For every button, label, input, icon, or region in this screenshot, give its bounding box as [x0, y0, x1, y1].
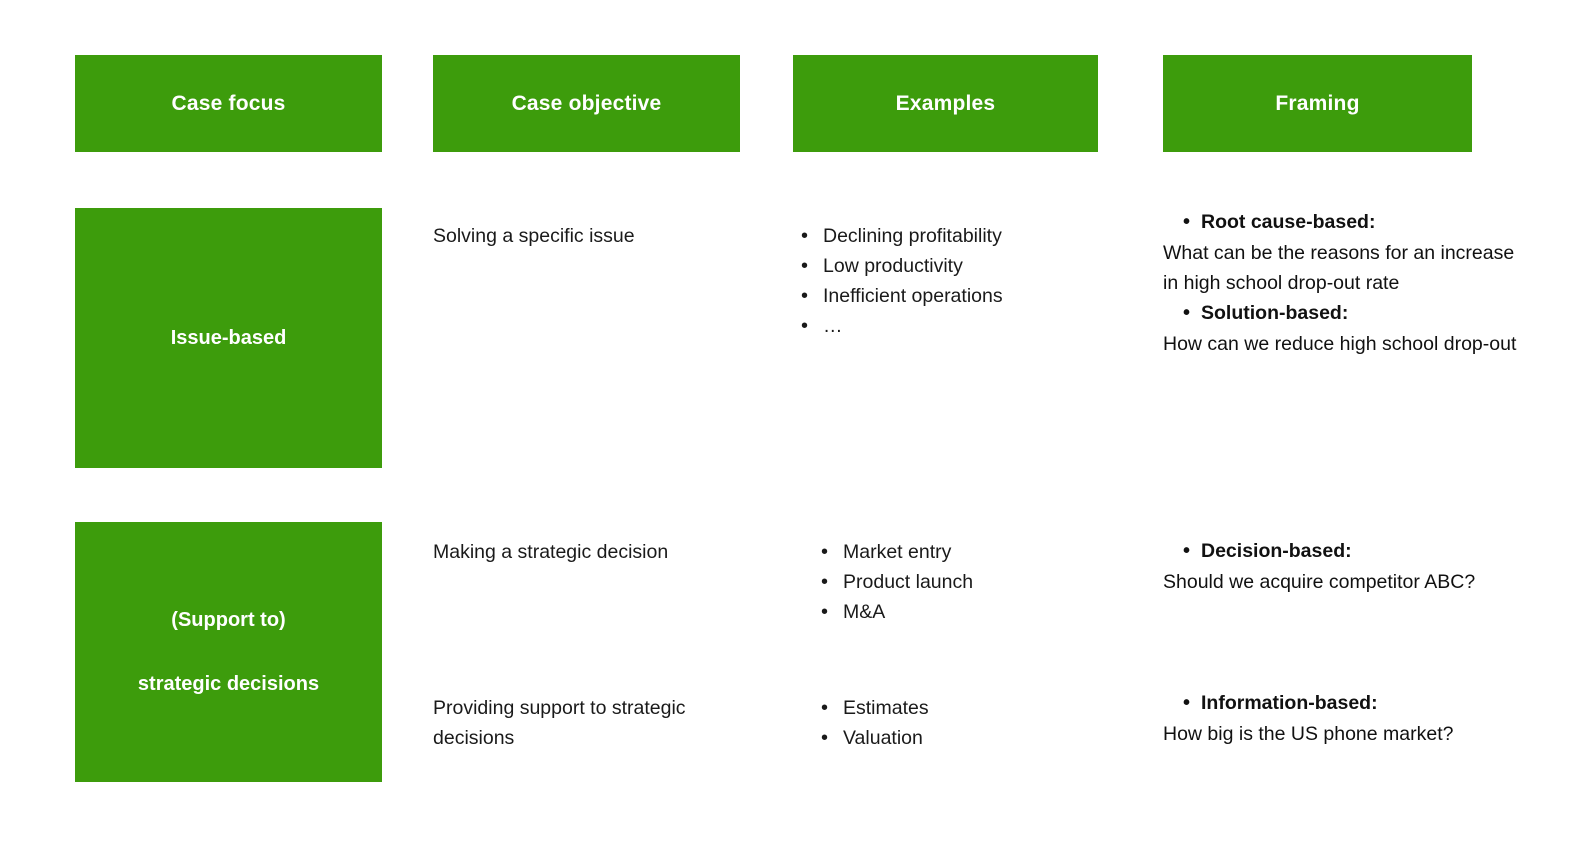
framing-heading-root-cause: • Root cause-based: [1163, 207, 1523, 238]
header-label: Framing [1275, 91, 1360, 115]
framing-body-root-cause: What can be the reasons for an increase in high school drop-out rate [1163, 242, 1515, 294]
objective-text: Providing support to strategic decisions [433, 697, 686, 749]
framing-heading-solution: • Solution-based: [1163, 298, 1523, 329]
objective-cell-issue-based [433, 221, 733, 251]
list-item: • Product launch [839, 567, 1123, 597]
header-cell-case-objective [433, 55, 740, 152]
framing-cell-strategic-decision [1163, 536, 1523, 597]
list-item: • … [819, 311, 1123, 341]
focus-label: Issue-based [170, 327, 287, 349]
focus-block-strategic-decisions [75, 522, 382, 782]
objective-text: Solving a specific issue [433, 225, 635, 247]
list-item: • Valuation [839, 723, 1123, 753]
list-item: • Inefficient operations [819, 281, 1123, 311]
header-label: Case focus [171, 91, 286, 115]
focus-block-issue-based [75, 208, 382, 468]
list-item: • Market entry [839, 537, 1123, 567]
focus-label-line1: (Support to) [171, 609, 286, 631]
focus-label [138, 604, 319, 700]
examples-list [793, 221, 1123, 341]
list-item: • Estimates [839, 693, 1123, 723]
examples-cell-issue-based [793, 221, 1123, 341]
examples-list [813, 693, 1123, 753]
examples-cell-strategic-decision [813, 537, 1123, 627]
header-cell-examples [793, 55, 1098, 152]
framing-heading-information: • Information-based: [1163, 688, 1523, 719]
list-item: • Low productivity [819, 251, 1123, 281]
framing-body-information: How big is the US phone market? [1163, 723, 1454, 745]
header-label: Case objective [511, 91, 662, 115]
objective-cell-strategic-decision [433, 537, 733, 567]
framing-heading-decision: • Decision-based: [1163, 536, 1523, 567]
focus-label-line2: strategic decisions [137, 673, 320, 695]
examples-cell-support [813, 693, 1123, 753]
framing-cell-support [1163, 688, 1523, 749]
header-label: Examples [895, 91, 996, 115]
framing-cell-issue-based [1163, 207, 1523, 359]
header-cell-case-focus [75, 55, 382, 152]
list-item: • M&A [839, 597, 1123, 627]
framing-body-decision: Should we acquire competitor ABC? [1163, 571, 1476, 593]
list-item: • Declining profitability [819, 221, 1123, 251]
header-cell-framing [1163, 55, 1472, 152]
table-header-row [0, 55, 1573, 152]
framing-body-solution: How can we reduce high school drop-out [1163, 333, 1517, 355]
objective-cell-support [433, 693, 733, 753]
examples-list [813, 537, 1123, 627]
objective-text: Making a strategic decision [433, 541, 669, 563]
